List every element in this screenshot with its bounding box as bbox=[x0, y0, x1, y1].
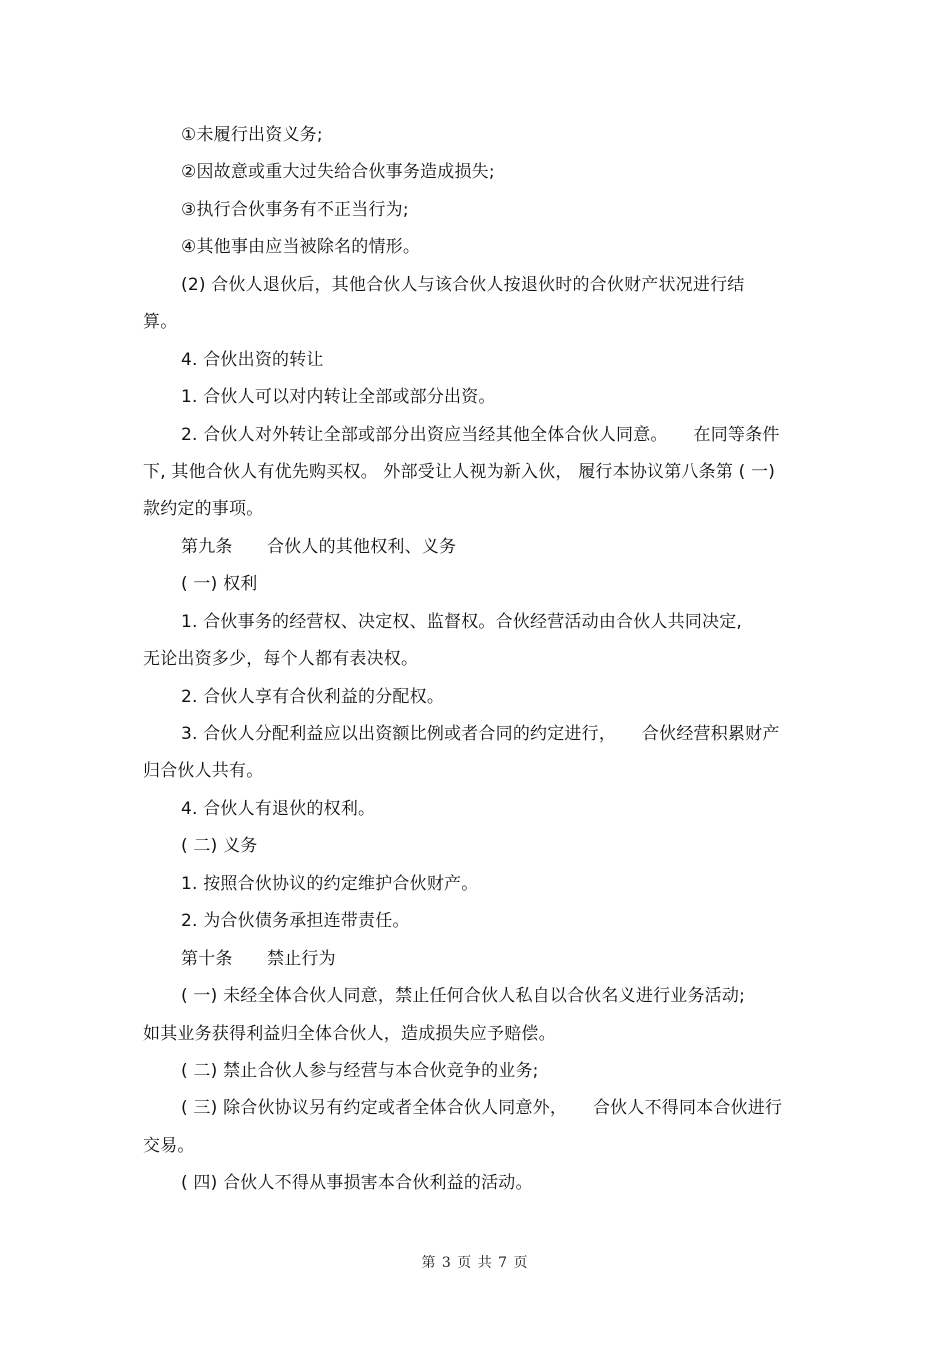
text-line: ( 一) 未经全体合伙人同意，禁止任何合伙人私自以合伙名义进行业务活动; bbox=[181, 986, 745, 1006]
text-line: ①未履行出资义务; bbox=[181, 125, 323, 145]
text-line: ③执行合伙事务有不正当行为; bbox=[181, 200, 409, 220]
page-number-footer: 第 3 页 共 7 页 bbox=[421, 1255, 529, 1271]
text-line: 1. 合伙事务的经营权、决定权、监督权。合伙经营活动由合伙人共同决定, bbox=[181, 612, 743, 632]
text-line: 4. 合伙人有退伙的权利。 bbox=[181, 799, 376, 819]
text-line: 2. 合伙人享有合伙利益的分配权。 bbox=[181, 687, 445, 707]
text-line: 归合伙人共有。 bbox=[143, 761, 264, 781]
subsection-heading: ( 一) 权利 bbox=[181, 574, 258, 594]
text-line: ②因故意或重大过失给合伙事务造成损失; bbox=[181, 162, 495, 182]
section-heading: 4. 合伙出资的转让 bbox=[181, 350, 324, 370]
article-heading: 第十条 禁止行为 bbox=[181, 949, 336, 969]
text-line: 下, 其他合伙人有优先购买权。 外部受让人视为新入伙， 履行本协议第八条第 ( 一) bbox=[143, 462, 776, 482]
subsection-heading: ( 二) 义务 bbox=[181, 836, 258, 856]
text-line: 算。 bbox=[143, 312, 178, 332]
text-line: 1. 合伙人可以对内转让全部或部分出资。 bbox=[181, 387, 496, 407]
text-line: 款约定的事项。 bbox=[143, 499, 264, 519]
text-line: ( 四) 合伙人不得从事损害本合伙利益的活动。 bbox=[181, 1173, 533, 1193]
text-line: 无论出资多少，每个人都有表决权。 bbox=[143, 649, 419, 669]
text-line: ( 二) 禁止合伙人参与经营与本合伙竞争的业务; bbox=[181, 1061, 539, 1081]
text-line: ④其他事由应当被除名的情形。 bbox=[181, 237, 421, 257]
text-line: ( 三) 除合伙协议另有约定或者全体合伙人同意外， 合伙人不得同本合伙进行 bbox=[181, 1098, 783, 1118]
text-line: 交易。 bbox=[143, 1136, 195, 1156]
text-line: 2. 合伙人对外转让全部或部分出资应当经其他全体合伙人同意。 在同等条件 bbox=[181, 425, 780, 445]
text-line: 2. 为合伙债务承担连带责任。 bbox=[181, 911, 410, 931]
article-heading: 第九条 合伙人的其他权利、义务 bbox=[181, 537, 457, 557]
text-line: 3. 合伙人分配利益应以出资额比例或者合同的约定进行， 合伙经营积累财产 bbox=[181, 724, 780, 744]
text-line: (2) 合伙人退伙后，其他合伙人与该合伙人按退伙时的合伙财产状况进行结 bbox=[181, 275, 745, 295]
text-line: 1. 按照合伙协议的约定维护合伙财产。 bbox=[181, 874, 479, 894]
text-line: 如其业务获得利益归全体合伙人，造成损失应予赔偿。 bbox=[143, 1024, 556, 1044]
